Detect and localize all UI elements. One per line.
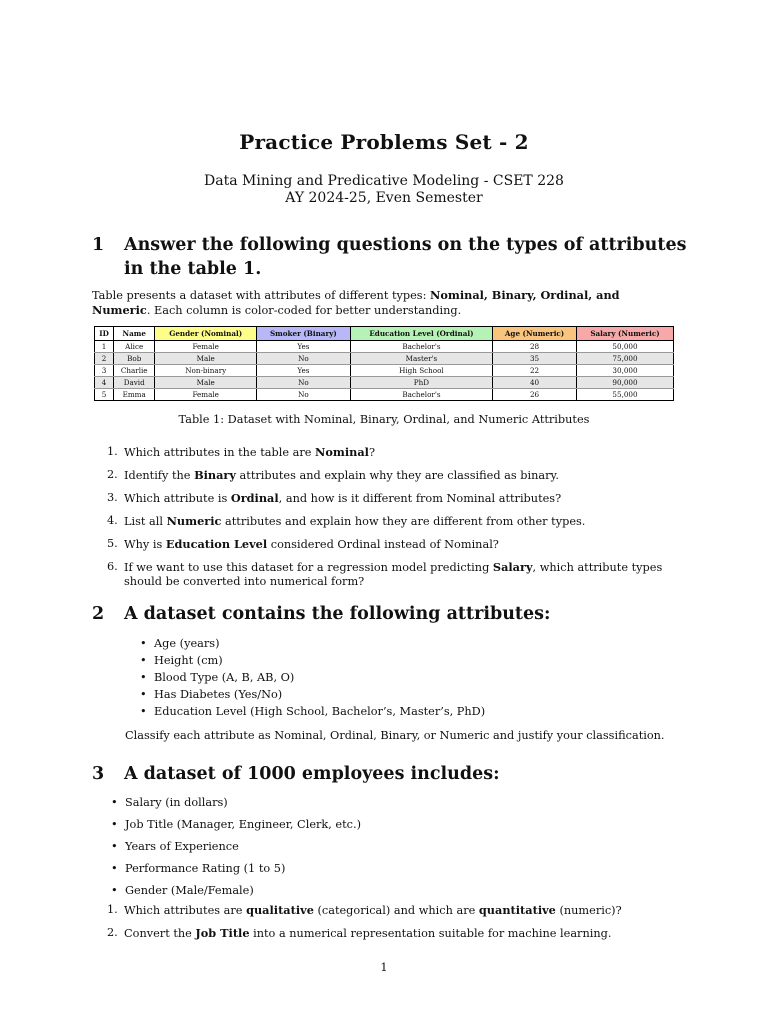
section-1-heading xyxy=(92,233,692,281)
item-text-end: (numeric)? xyxy=(555,904,622,917)
item-bold: Numeric xyxy=(166,514,222,528)
table-cell: PhD xyxy=(350,377,492,389)
bullet-icon: • xyxy=(140,637,147,650)
list-item xyxy=(111,836,681,858)
item-text: Age (years) xyxy=(154,637,220,650)
item-text-end: considered Ordinal instead of Nominal? xyxy=(267,538,499,551)
item-text-end: , which attribute types should be converted into numerical form? xyxy=(124,561,663,588)
table-cell: Bachelor's xyxy=(350,389,492,401)
list-item xyxy=(111,792,681,814)
list-item xyxy=(111,880,681,902)
table-cell: 35 xyxy=(493,353,577,365)
list-item xyxy=(111,858,681,880)
table-cell: Charlie xyxy=(114,365,155,377)
section-number: 2 xyxy=(92,604,105,624)
item-number: 2. xyxy=(107,468,118,481)
table-row xyxy=(95,341,674,353)
item-bold: Education Level xyxy=(165,537,268,551)
list-item xyxy=(107,491,677,506)
table-cell: 75,000 xyxy=(577,353,674,365)
bullet-icon: • xyxy=(111,796,118,809)
item-text: Why is xyxy=(124,538,166,551)
table-row xyxy=(95,365,674,377)
item-number: 2. xyxy=(107,926,118,939)
item-text: Education Level (High School, Bachelor’s, Master’s, PhD) xyxy=(154,705,486,718)
list-item xyxy=(107,445,677,460)
table-cell: Yes xyxy=(257,365,351,377)
list-item xyxy=(140,686,680,703)
attributes-table xyxy=(94,326,674,401)
section-2-instruction: Classify each attribute as Nominal, Ordinal, Binary, or Numeric and justify your classification. xyxy=(125,729,665,742)
item-text: Job Title (Manager, Engineer, Clerk, etc.) xyxy=(125,818,361,831)
item-text: into a numerical representation suitable for machine learning. xyxy=(249,927,612,940)
item-text: Which attributes in the table are xyxy=(124,446,316,459)
bullet-icon: • xyxy=(111,818,118,831)
document-title: Practice Problems Set - 2 xyxy=(239,130,529,154)
item-bold: qualitative xyxy=(246,903,314,917)
table-cell: Master's xyxy=(350,353,492,365)
table-body xyxy=(95,341,674,401)
table-cell: No xyxy=(257,389,351,401)
list-item xyxy=(140,703,680,720)
table-header-cell: Name xyxy=(114,327,155,341)
bullet-icon: • xyxy=(140,654,147,667)
table-row xyxy=(95,353,674,365)
table-header-cell: ID xyxy=(95,327,114,341)
item-text: Gender (Male/Female) xyxy=(125,884,254,897)
table-row xyxy=(95,377,674,389)
item-text: (categorical) and which are xyxy=(313,904,479,917)
bullet-icon: • xyxy=(111,862,118,875)
table-cell: 40 xyxy=(493,377,577,389)
table-cell: 2 xyxy=(95,353,114,365)
table-cell: No xyxy=(257,377,351,389)
item-number: 3. xyxy=(107,491,118,504)
table-cell: Bob xyxy=(114,353,155,365)
table-cell: High School xyxy=(350,365,492,377)
section-3-questions xyxy=(107,903,677,949)
table-cell: 26 xyxy=(493,389,577,401)
bullet-icon: • xyxy=(140,671,147,684)
item-text-end: attributes and explain why they are classified as binary. xyxy=(235,469,560,482)
term-subtitle: AY 2024-25, Even Semester xyxy=(285,190,483,206)
table-cell: David xyxy=(114,377,155,389)
table-cell: 90,000 xyxy=(577,377,674,389)
table-cell: Female xyxy=(155,389,257,401)
item-bold: Salary xyxy=(492,560,533,574)
table-cell: 4 xyxy=(95,377,114,389)
bullet-icon: • xyxy=(140,688,147,701)
intro-text-end: . Each column is color-coded for better understanding. xyxy=(146,304,462,317)
item-number: 1. xyxy=(107,903,118,916)
table-cell: Bachelor's xyxy=(350,341,492,353)
table-cell: Female xyxy=(155,341,257,353)
item-text-end: ? xyxy=(368,446,376,459)
table-cell: 3 xyxy=(95,365,114,377)
table-cell: Male xyxy=(155,377,257,389)
item-text: Which attributes are xyxy=(124,904,247,917)
item-bold: quantitative xyxy=(478,903,556,917)
list-item xyxy=(107,903,677,918)
bullet-icon: • xyxy=(111,884,118,897)
item-text: Which attribute is xyxy=(124,492,231,505)
section-title: Answer the following questions on the types of attributes in the table 1. xyxy=(124,235,687,279)
section-number: 3 xyxy=(92,764,105,784)
table-cell: 28 xyxy=(493,341,577,353)
item-text: Has Diabetes (Yes/No) xyxy=(154,688,283,701)
table-cell: Yes xyxy=(257,341,351,353)
item-number: 4. xyxy=(107,514,118,527)
page-number: 1 xyxy=(380,961,388,974)
intro-bold: Nominal, Binary, Ordinal, and Numeric xyxy=(92,288,620,317)
item-text: If we want to use this dataset for a regression model predicting xyxy=(124,561,493,574)
item-text-end: , and how is it different from Nominal attributes? xyxy=(278,492,562,505)
item-number: 6. xyxy=(107,560,118,573)
table-header-cell: Education Level (Ordinal) xyxy=(350,327,492,341)
section-3-bullets xyxy=(111,792,681,902)
table-cell: Emma xyxy=(114,389,155,401)
section-title: A dataset of 1000 employees includes: xyxy=(124,764,500,784)
list-item xyxy=(140,635,680,652)
table-header-cell: Gender (Nominal) xyxy=(155,327,257,341)
table-cell: 55,000 xyxy=(577,389,674,401)
bullet-icon: • xyxy=(111,840,118,853)
section-1-questions xyxy=(107,445,677,597)
item-text: List all xyxy=(124,515,167,528)
list-item xyxy=(107,468,677,483)
item-bold: Nominal xyxy=(315,445,369,459)
item-text: Convert the xyxy=(124,927,196,940)
section-2-heading xyxy=(92,602,692,626)
table-cell: Male xyxy=(155,353,257,365)
table-header-cell: Salary (Numeric) xyxy=(577,327,674,341)
table-cell: Alice xyxy=(114,341,155,353)
list-item xyxy=(140,669,680,686)
course-subtitle: Data Mining and Predicative Modeling - CSET 228 xyxy=(204,173,564,189)
table-cell: 30,000 xyxy=(577,365,674,377)
list-item xyxy=(140,652,680,669)
table-cell: 5 xyxy=(95,389,114,401)
table-header-row xyxy=(95,327,674,341)
item-number: 1. xyxy=(107,445,118,458)
list-item xyxy=(107,926,677,941)
section-2-bullets xyxy=(140,635,680,720)
table-cell: No xyxy=(257,353,351,365)
item-bold: Ordinal xyxy=(230,491,279,505)
item-text: Years of Experience xyxy=(125,840,239,853)
list-item xyxy=(107,560,677,589)
table-cell: 22 xyxy=(493,365,577,377)
table-row xyxy=(95,389,674,401)
table-cell: 1 xyxy=(95,341,114,353)
list-item xyxy=(107,514,677,529)
table-cell: Non-binary xyxy=(155,365,257,377)
table-header-cell: Age (Numeric) xyxy=(493,327,577,341)
item-text: Salary (in dollars) xyxy=(125,796,228,809)
item-text: Height (cm) xyxy=(154,654,223,667)
list-item xyxy=(111,814,681,836)
table-cell: 50,000 xyxy=(577,341,674,353)
section-3-heading xyxy=(92,762,692,786)
section-title: A dataset contains the following attributes: xyxy=(124,604,551,624)
item-text-end: attributes and explain how they are different from other types. xyxy=(221,515,586,528)
table-header-cell: Smoker (Binary) xyxy=(257,327,351,341)
item-text: Blood Type (A, B, AB, O) xyxy=(154,671,295,684)
list-item xyxy=(107,537,677,552)
item-number: 5. xyxy=(107,537,118,550)
section-number: 1 xyxy=(92,235,105,255)
intro-text: Table presents a dataset with attributes of different types: xyxy=(92,289,430,302)
table-caption: Table 1: Dataset with Nominal, Binary, Ordinal, and Numeric Attributes xyxy=(178,413,590,426)
item-text: Identify the xyxy=(124,469,195,482)
item-bold: Binary xyxy=(194,468,236,482)
section-1-intro xyxy=(92,288,678,318)
item-text: Performance Rating (1 to 5) xyxy=(125,862,286,875)
item-bold: Job Title xyxy=(195,926,250,940)
bullet-icon: • xyxy=(140,705,147,718)
